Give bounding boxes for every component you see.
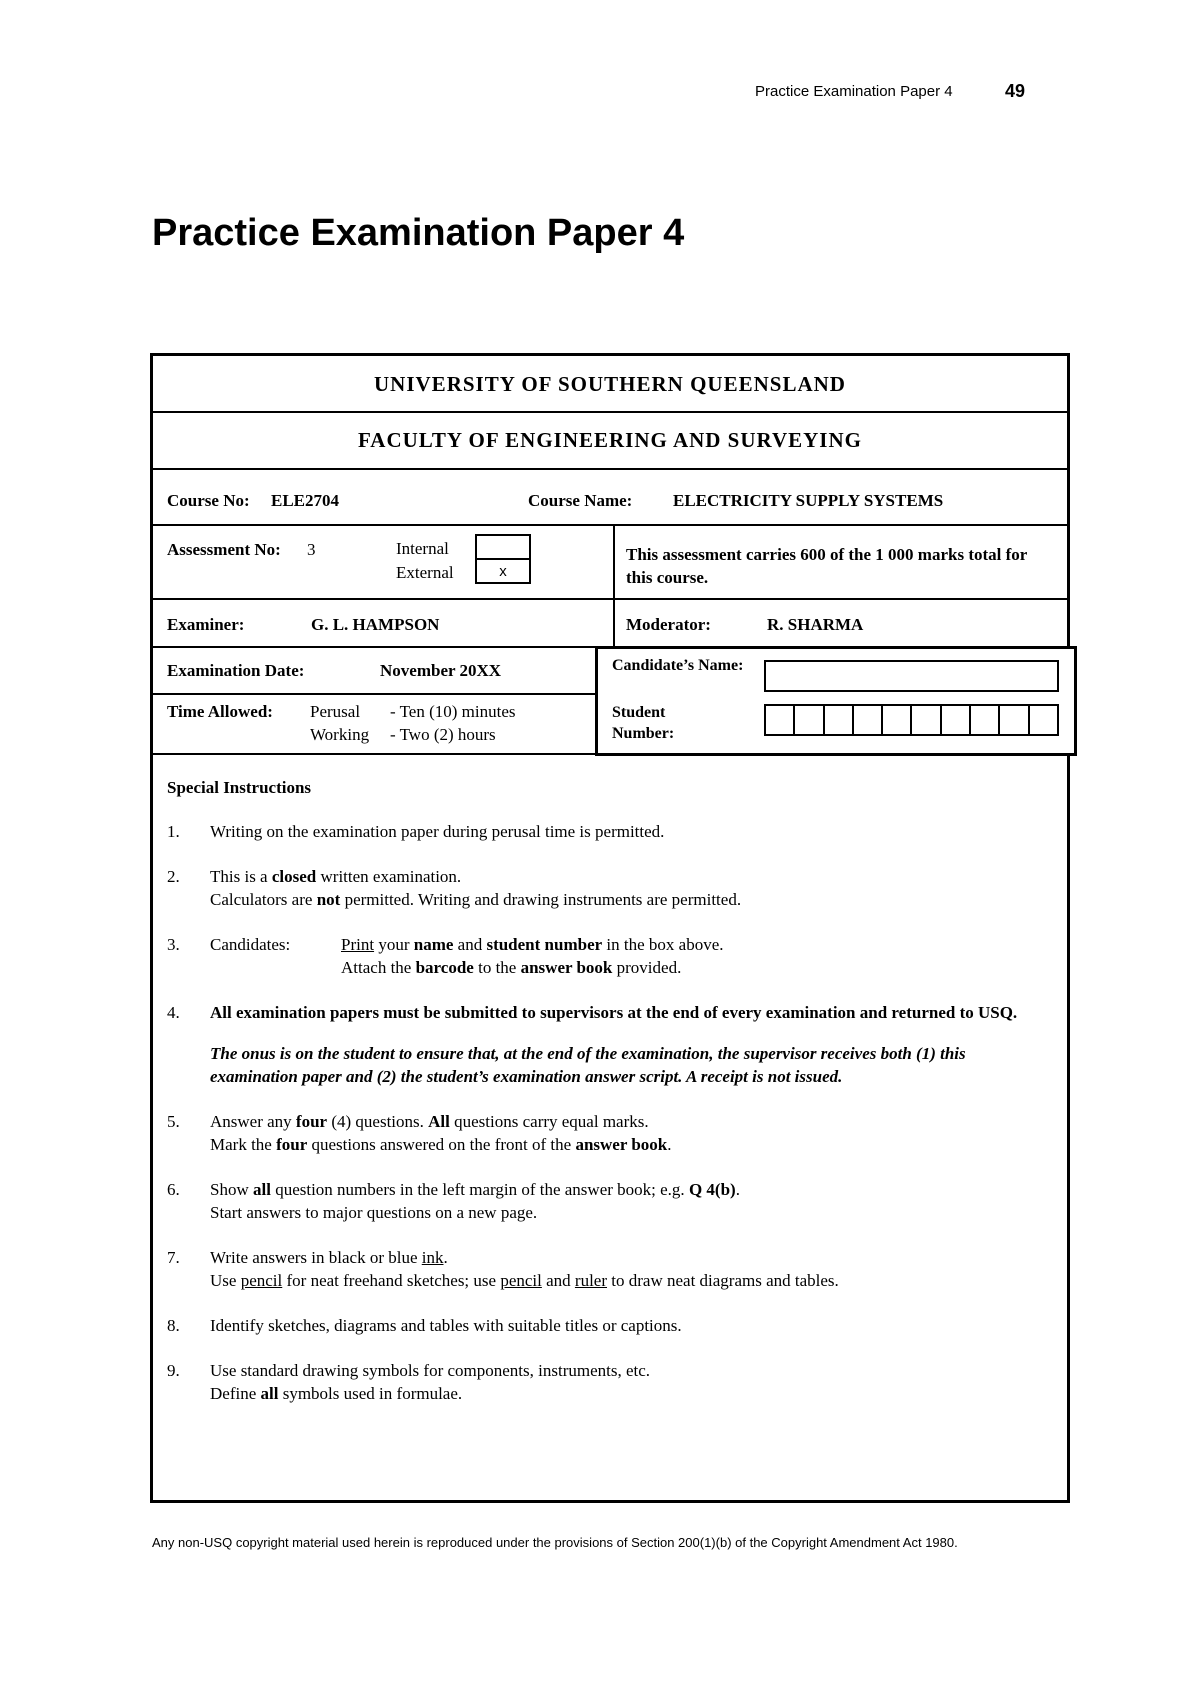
item-number: 4.	[167, 1003, 180, 1022]
text: question numbers in the left margin of the answer book; e.g.	[270, 1180, 689, 1199]
moderator-label: Moderator:	[626, 615, 711, 634]
divider	[613, 598, 615, 646]
text: Mark the	[210, 1135, 277, 1154]
student-number-field[interactable]	[764, 704, 1059, 736]
divider	[153, 693, 595, 695]
page-number: 49	[1005, 81, 1026, 101]
text: questions carry equal marks.	[449, 1112, 649, 1131]
special-instructions	[167, 778, 1047, 1427]
instruction-item	[167, 1246, 1047, 1292]
student-number-cell[interactable]	[854, 706, 883, 734]
item-number: 3.	[167, 935, 180, 954]
student-number-cell[interactable]	[766, 706, 795, 734]
student-number-cell[interactable]	[883, 706, 912, 734]
moderator-value: R. SHARMA	[767, 615, 864, 634]
text-bold: answer book	[520, 958, 613, 977]
instruction-item	[167, 820, 1047, 843]
text-bold: name	[413, 935, 454, 954]
item-number: 9.	[167, 1361, 180, 1380]
text-bold: answer book	[575, 1135, 668, 1154]
course-name-label: Course Name:	[528, 491, 633, 510]
instruction-item	[167, 1359, 1047, 1405]
divider	[153, 411, 1067, 413]
course-no-value: ELE2704	[271, 491, 340, 510]
text: to the	[473, 958, 521, 977]
text-bold: not	[316, 890, 341, 909]
text: Show	[210, 1180, 253, 1199]
item-number: 1.	[167, 822, 180, 841]
text: written examination.	[316, 867, 462, 886]
student-number-cell[interactable]	[1030, 706, 1057, 734]
divider	[153, 468, 1067, 470]
text-underlined: ink	[421, 1248, 444, 1267]
examiner-value: G. L. HAMPSON	[311, 615, 440, 634]
page-title: Practice Examination Paper 4	[152, 212, 685, 254]
student-number-cell[interactable]	[971, 706, 1000, 734]
marks-note: This assessment carries 600 of the 1 000 marks total for this course.	[626, 545, 1028, 587]
student-number-cell[interactable]	[825, 706, 854, 734]
text: .	[735, 1180, 740, 1199]
text: Define	[210, 1384, 261, 1403]
divider	[613, 524, 615, 598]
divider	[153, 646, 595, 648]
student-number-label: Student Number:	[612, 704, 675, 742]
instruction-item	[167, 865, 1047, 911]
course-name-value: ELECTRICITY SUPPLY SYSTEMS	[673, 491, 944, 510]
text-bold: four	[295, 1112, 328, 1131]
course-no-label: Course No:	[167, 491, 250, 510]
text: to draw neat diagrams and tables.	[607, 1271, 839, 1290]
instructions-heading: Special Instructions	[167, 778, 312, 797]
working-label: Working	[310, 725, 370, 744]
text-bold: all	[260, 1384, 279, 1403]
text-bold: All	[428, 1112, 450, 1131]
item-number: 6.	[167, 1180, 180, 1199]
student-number-cell[interactable]	[795, 706, 824, 734]
perusal-label: Perusal	[310, 702, 361, 721]
exam-date-value: November 20XX	[380, 661, 502, 680]
text-underlined: ruler	[574, 1271, 608, 1290]
text: in the box above.	[602, 935, 724, 954]
text: Attach the	[341, 958, 416, 977]
assessment-no-label: Assessment No:	[167, 540, 281, 559]
external-checkbox[interactable]: x	[475, 558, 531, 584]
text: provided.	[612, 958, 682, 977]
text-bold: all	[252, 1180, 271, 1199]
internal-label: Internal	[396, 539, 449, 558]
instruction-item	[167, 933, 1047, 979]
item-number: 8.	[167, 1316, 180, 1335]
divider	[153, 598, 1067, 600]
instruction-item	[167, 1110, 1047, 1156]
exam-cover-form	[150, 353, 1070, 1503]
working-time: - Two (2) hours	[390, 725, 496, 744]
candidate-name-field[interactable]	[764, 660, 1059, 692]
perusal-time: - Ten (10) minutes	[390, 702, 516, 721]
student-number-cell[interactable]	[912, 706, 941, 734]
text: Candidates:	[210, 935, 291, 954]
text: Write answers in black or blue	[210, 1248, 422, 1267]
text-bold: Q 4(b)	[688, 1180, 736, 1199]
text-bold: barcode	[415, 958, 474, 977]
text: questions answered on the front of the	[307, 1135, 576, 1154]
text: symbols used in formulae.	[278, 1384, 463, 1403]
text: your	[374, 935, 414, 954]
instruction-item	[167, 1314, 1047, 1337]
divider	[153, 524, 1067, 526]
item-number: 5.	[167, 1112, 180, 1131]
text: for neat freehand sketches; use	[282, 1271, 501, 1290]
examiner-label: Examiner:	[167, 615, 245, 634]
running-title: Practice Examination Paper 4	[755, 83, 953, 100]
instruction-text: Start answers to major questions on a new page.	[210, 1203, 538, 1222]
text-bold: closed	[271, 867, 317, 886]
student-number-cell[interactable]	[942, 706, 971, 734]
text: Calculators are	[210, 890, 317, 909]
text: permitted. Writing and drawing instruments are permitted.	[340, 890, 742, 909]
text-underlined: pencil	[240, 1271, 283, 1290]
text: Use	[210, 1271, 241, 1290]
student-number-cell[interactable]	[1000, 706, 1029, 734]
exam-date-label: Examination Date:	[167, 661, 305, 680]
text: .	[667, 1135, 672, 1154]
external-label: External	[396, 563, 454, 582]
university-name: UNIVERSITY OF SOUTHERN QUEENSLAND	[374, 372, 846, 396]
text-bold: student number	[486, 935, 603, 954]
instruction-text: Identify sketches, diagrams and tables with suitable titles or captions.	[210, 1316, 682, 1335]
internal-checkbox[interactable]	[475, 534, 531, 560]
assessment-no-value: 3	[307, 540, 316, 559]
instruction-item	[167, 1178, 1047, 1224]
text-bold: four	[276, 1135, 308, 1154]
instruction-text: Writing on the examination paper during perusal time is permitted.	[210, 822, 665, 841]
instruction-item	[167, 1001, 1047, 1088]
instruction-text: Use standard drawing symbols for components, instruments, etc.	[210, 1361, 651, 1380]
faculty-name: FACULTY OF ENGINEERING AND SURVEYING	[358, 428, 862, 452]
text: .	[443, 1248, 448, 1267]
text: Answer any	[210, 1112, 296, 1131]
text-underlined: pencil	[500, 1271, 542, 1290]
candidate-name-label: Candidate’s Name:	[612, 657, 744, 674]
item-number: 2.	[167, 867, 180, 886]
text: and	[453, 935, 487, 954]
text: This is a	[210, 867, 272, 886]
text-underlined: Print	[341, 935, 375, 954]
instruction-note: The onus is on the student to ensure that, at the end of the examination, the supervisor receives both (1) this examination paper and (2) the student’s examination answer script. A receipt is not issued.	[210, 1044, 966, 1086]
instruction-text: All examination papers must be submitted to supervisors at the end of every examination and returned to USQ.	[210, 1003, 1018, 1022]
text: (4) questions.	[327, 1112, 429, 1131]
item-number: 7.	[167, 1248, 180, 1267]
running-header	[755, 81, 1026, 101]
time-allowed-label: Time Allowed:	[167, 702, 273, 721]
copyright-footer: Any non-USQ copyright material used herein is reproduced under the provisions of Section 200(1)(b) of the Copyright Amendment Act 1980.	[152, 1535, 958, 1550]
candidate-box	[595, 646, 1077, 756]
text: and	[541, 1271, 575, 1290]
